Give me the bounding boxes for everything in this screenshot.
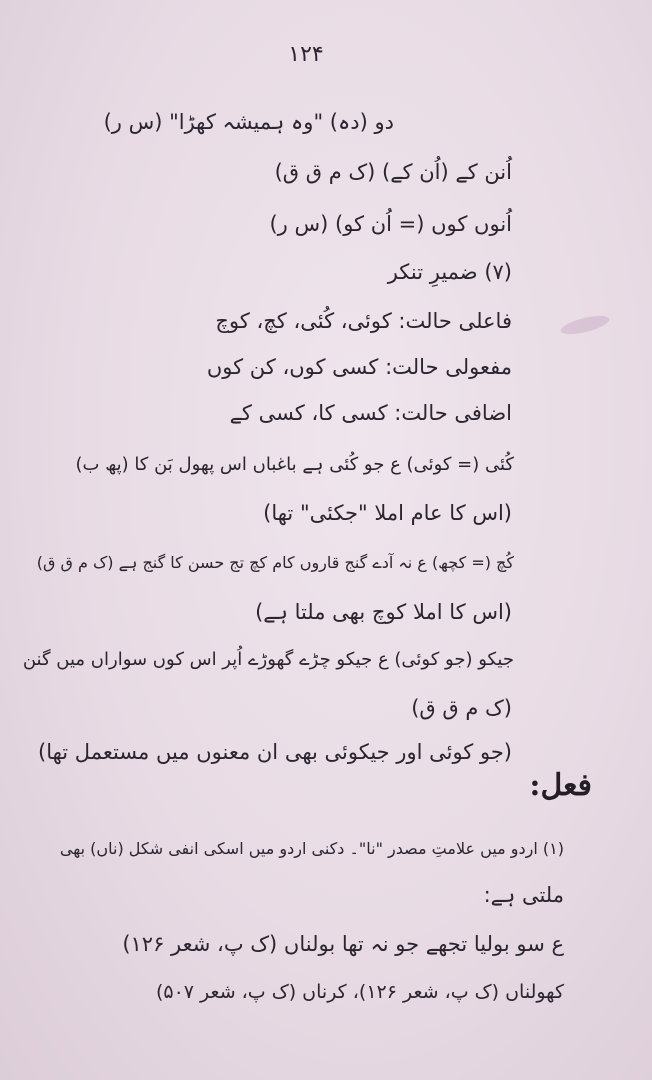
page-number: ۱۲۴ xyxy=(288,42,324,67)
text-line: (جو کوئی اور جیکوئی بھی ان معنوں میں مستعمل تھا) xyxy=(38,740,512,764)
text-line: (۱) اردو میں علامتِ مصدر "نا"۔ دکنی اردو میں اسکی انفی شکل (ناں) بھی xyxy=(59,839,564,858)
text-line: مفعولی حالت: کسی کوں، کن کوں xyxy=(206,355,512,379)
text-line: اُنن کے (اُن کے) (ک م ق ق) xyxy=(274,160,512,184)
text-line: فاعلی حالت: کوئی، کُئی، کچ، کوچ xyxy=(215,309,512,333)
text-line: (اس کا املا کوچ بھی ملتا ہے) xyxy=(255,600,512,624)
text-line: دو (دہ) "وہ ہمیشہ کھڑا" (س ر) xyxy=(103,110,394,134)
text-line: (اس کا عام املا "جکئی" تھا) xyxy=(263,501,512,525)
text-line: کُچ (= کچھ) ع نہ آدے گنج قاروں کام کچ تج حسن کا گنج ہے (ک م ق ق) xyxy=(36,553,514,572)
text-line: کُئی (= کوئی) ع جو کُئی ہے باغباں اس پھول بَن کا (پھ ب) xyxy=(75,454,514,475)
text-line: جیکو (جو کوئی) ع جیکو چڑے گھوڑے اُپر اس کوں سواراں میں گنن xyxy=(22,649,514,670)
text-line: کھولناں (ک پ، شعر ۱۲۶)، کرناں (ک پ، شعر ۵۰۷) xyxy=(155,981,564,1003)
text-line: اُنوں کوں (= اُن کو) (س ر) xyxy=(269,212,512,236)
section-heading-fel: فعل: xyxy=(529,768,592,803)
text-line: ع سو بولیا تجھے جو نہ تھا بولناں (ک پ، شعر ۱۲۶) xyxy=(122,932,564,956)
paper-smudge xyxy=(559,312,611,338)
text-line: ملتی ہے: xyxy=(483,883,564,907)
text-line: اضافی حالت: کسی کا، کسی کے xyxy=(229,401,512,425)
section-heading: (۷) ضمیرِ تنکر xyxy=(387,260,512,284)
text-line: (ک م ق ق) xyxy=(411,696,512,720)
